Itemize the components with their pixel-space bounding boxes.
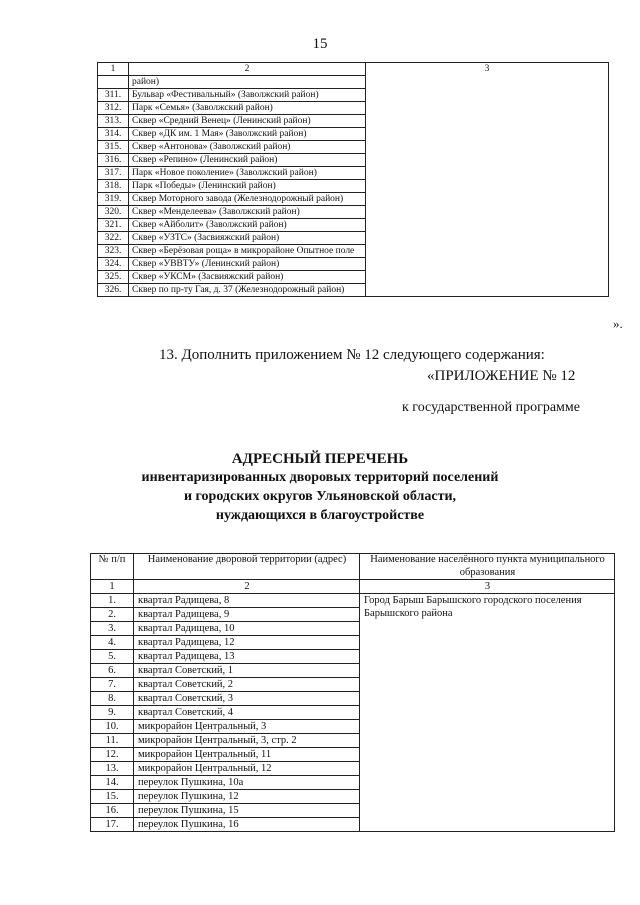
- yard-address: квартал Советский, 3: [134, 692, 360, 706]
- parks-table-header: [98, 63, 609, 76]
- row-number: 3.: [91, 622, 134, 636]
- yard-address: микрорайон Центральный, 3, стр. 2: [134, 734, 360, 748]
- col-address-header: Наименование дворовой территории (адрес): [134, 554, 360, 580]
- row-number: 1.: [91, 594, 134, 608]
- yards-table-col-numbers: 1 2 3: [91, 580, 615, 594]
- park-name: Парк «Новое поколение» (Заволжский район): [129, 167, 366, 180]
- row-number: 13.: [91, 762, 134, 776]
- row-number: 14.: [91, 776, 134, 790]
- park-name: Бульвар «Фестивальный» (Заволжский район): [129, 89, 366, 102]
- park-name: Парк «Победы» (Ленинский район): [129, 180, 366, 193]
- item-13-text: 13. Дополнить приложением № 12 следующего содержания:: [159, 347, 545, 363]
- yards-table-header: [91, 554, 615, 580]
- row-number: 12.: [91, 748, 134, 762]
- settlement-name: Город Барыш Барышского городского поселения Барышского района: [360, 594, 615, 832]
- row-number: 313.: [98, 115, 129, 128]
- parks-table: [97, 62, 609, 297]
- yard-address: переулок Пушкина, 15: [134, 804, 360, 818]
- col3-number: 3: [366, 63, 609, 297]
- row-number: 7.: [91, 678, 134, 692]
- yard-address: переулок Пушкина, 12: [134, 790, 360, 804]
- yards-table: [90, 553, 615, 832]
- yard-address: квартал Радищева, 8: [134, 594, 360, 608]
- park-name: Сквер «Репино» (Ленинский район): [129, 154, 366, 167]
- row-number: 324.: [98, 258, 129, 271]
- park-name: Сквер Моторного завода (Железнодорожный район): [129, 193, 366, 206]
- park-name: Сквер «Берёзовая роща» в микрорайоне Опытное поле: [129, 245, 366, 258]
- yard-address: квартал Радищева, 12: [134, 636, 360, 650]
- yard-address: квартал Радищева, 13: [134, 650, 360, 664]
- appendix-subtitle: к государственной программе: [402, 400, 580, 415]
- heading-line-4: нуждающихся в благоустройстве: [215, 508, 425, 523]
- row-number: 325.: [98, 271, 129, 284]
- yard-address: квартал Радищева, 10: [134, 622, 360, 636]
- row-number: 323.: [98, 245, 129, 258]
- park-name: Сквер «Менделеева» (Заволжский район): [129, 206, 366, 219]
- row-number: 312.: [98, 102, 129, 115]
- heading-line-3: и городских округов Ульяновской области,: [183, 489, 457, 504]
- page-number: 15: [312, 36, 328, 52]
- park-name: Сквер «ДК им. 1 Мая» (Заволжский район): [129, 128, 366, 141]
- yard-address: переулок Пушкина, 16: [134, 818, 360, 832]
- park-name: Сквер по пр-ту Гая, д. 37 (Железнодорожный район): [129, 284, 366, 297]
- row-number: 314.: [98, 128, 129, 141]
- continuation-text: район): [129, 76, 366, 89]
- yard-address: квартал Советский, 4: [134, 706, 360, 720]
- row-number: 17.: [91, 818, 134, 832]
- yard-address: микрорайон Центральный, 3: [134, 720, 360, 734]
- park-name: Сквер «Средний Венец» (Ленинский район): [129, 115, 366, 128]
- row-number: 322.: [98, 232, 129, 245]
- park-name: Сквер «УКСМ» (Засвияжский район): [129, 271, 366, 284]
- yard-address: квартал Советский, 1: [134, 664, 360, 678]
- row-number: 319.: [98, 193, 129, 206]
- yards-table-row: [91, 594, 615, 608]
- park-name: Сквер «Антонова» (Заволжский район): [129, 141, 366, 154]
- yard-address: микрорайон Центральный, 11: [134, 748, 360, 762]
- col-settlement-header: Наименование населённого пункта муниципального образования: [360, 554, 615, 580]
- heading-line-2: инвентаризированных дворовых территорий поселений: [141, 470, 499, 485]
- row-number: 326.: [98, 284, 129, 297]
- yard-address: переулок Пушкина, 10а: [134, 776, 360, 790]
- row-number: 10.: [91, 720, 134, 734]
- row-number: 318.: [98, 180, 129, 193]
- row-number: 317.: [98, 167, 129, 180]
- yard-address: квартал Радищева, 9: [134, 608, 360, 622]
- park-name: Сквер «УЗТС» (Засвияжский район): [129, 232, 366, 245]
- heading-line-1: АДРЕСНЫЙ ПЕРЕЧЕНЬ: [231, 451, 409, 467]
- row-number: 9.: [91, 706, 134, 720]
- row-number: 321.: [98, 219, 129, 232]
- park-name: Парк «Семья» (Заволжский район): [129, 102, 366, 115]
- row-number: 11.: [91, 734, 134, 748]
- row-number: 6.: [91, 664, 134, 678]
- row-number: 15.: [91, 790, 134, 804]
- park-name: Сквер «УВВТУ» (Ленинский район): [129, 258, 366, 271]
- park-name: Сквер «Айболит» (Заволжский район): [129, 219, 366, 232]
- row-number: 315.: [98, 141, 129, 154]
- col1-number: 1: [98, 63, 129, 76]
- row-number: 316.: [98, 154, 129, 167]
- row-number: 4.: [91, 636, 134, 650]
- closing-mark: ».: [613, 316, 623, 331]
- row-number: 320.: [98, 206, 129, 219]
- appendix-title: «ПРИЛОЖЕНИЕ № 12: [427, 368, 576, 384]
- row-number: 311.: [98, 89, 129, 102]
- col-number-header: № п/п: [91, 554, 134, 580]
- yard-address: микрорайон Центральный, 12: [134, 762, 360, 776]
- col2-number: 2: [129, 63, 366, 76]
- row-number: 16.: [91, 804, 134, 818]
- row-number: 8.: [91, 692, 134, 706]
- row-number: 2.: [91, 608, 134, 622]
- row-number: 5.: [91, 650, 134, 664]
- yard-address: квартал Советский, 2: [134, 678, 360, 692]
